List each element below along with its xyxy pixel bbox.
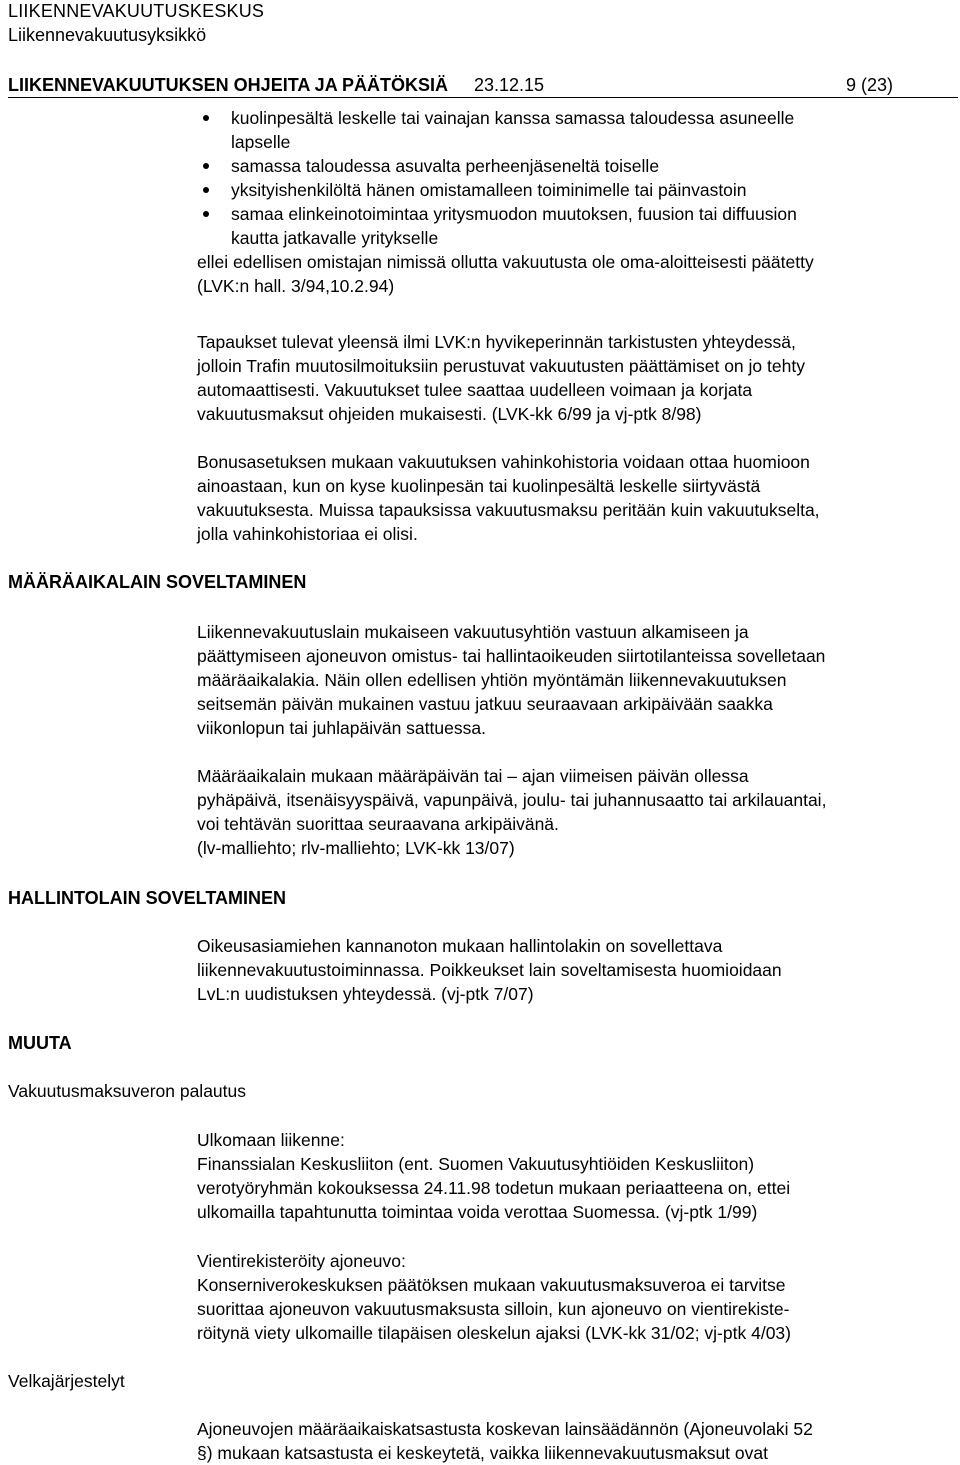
paragraph-line: automaattisesti. Vakuutukset tulee saattaa uudelleen voimaan ja korjata: [197, 380, 753, 400]
paragraph-line: röitynä viety ulkomaille tilapäisen oleskelun ajaksi (LVK-kk 31/02; vj-ptk 4/03): [197, 1323, 791, 1343]
paragraph-line: voi tehtävän suorittaa seuraavana arkipäivänä.: [197, 814, 559, 834]
unit-name: Liikennevakuutusyksikkö: [8, 25, 207, 45]
document-date: 23.12.15: [474, 75, 545, 95]
section-heading-maaraaikalain: MÄÄRÄAIKALAIN SOVELTAMINEN: [8, 572, 307, 592]
transfer-list: [197, 106, 957, 250]
org-name: LIIKENNEVAKUUTUSKESKUS: [8, 1, 265, 21]
paragraph-line: ulkomailla tapahtunutta toimintaa voida verottaa Suomessa. (vj-ptk 1/99): [197, 1202, 758, 1222]
transfer-list-block: [197, 106, 957, 298]
paragraph-line: liikennevakuutustoiminnassa. Poikkeukset lain soveltamisesta huomioidaan: [197, 960, 782, 980]
paragraph-tapaukset: [197, 330, 957, 426]
paragraph-line: Vientirekisteröity ajoneuvo:: [197, 1251, 406, 1271]
paragraph-line: Bonusasetuksen mukaan vakuutuksen vahinkohistoria voidaan ottaa huomioon: [197, 452, 810, 472]
paragraph-line: Ajoneuvojen määräaikaiskatsastusta koskevan lainsäädännön (Ajoneuvolaki 52: [197, 1419, 813, 1439]
list-item: [197, 154, 957, 178]
list-item-line: samassa taloudessa asuvalta perheenjäseneltä toiselle: [231, 156, 660, 176]
page-number: 9 (23): [846, 75, 894, 95]
list-item: [197, 202, 957, 250]
paragraph-vientirekisteroity: [197, 1249, 957, 1345]
paragraph-line: §) mukaan katsastusta ei keskeytetä, vaikka liikennevakuutusmaksut ovat: [197, 1443, 768, 1463]
paragraph-line: ellei edellisen omistajan nimissä ollutta vakuutusta ole oma-aloitteisesti päätetty: [197, 252, 814, 272]
paragraph-line: seitsemän päivän mukainen vastuu jatkuu seuraavaan arkipäivään saakka: [197, 694, 773, 714]
paragraph-bonus: [197, 450, 957, 546]
paragraph-line: (LVK:n hall. 3/94,10.2.94): [197, 276, 395, 296]
paragraph-line: viikonlopun tai juhlapäivän sattuessa.: [197, 718, 486, 738]
list-item-line: lapselle: [231, 132, 291, 152]
paragraph-line: Määräaikalain mukaan määräpäivän tai – ajan viimeisen päivän ollessa: [197, 766, 749, 786]
paragraph-line: jolloin Trafin muutosilmoituksiin perustuvat vakuutusten päättämiset on jo tehty: [197, 356, 805, 376]
paragraph-line: pyhäpäivä, itsenäisyyspäivä, vapunpäivä, joulu- tai juhannusaatto tai arkilauantai,: [197, 790, 827, 810]
list-item-line: kuolinpesältä leskelle tai vainajan kanssa samassa taloudessa asuneelle: [231, 108, 795, 128]
list-item: [197, 106, 957, 154]
section-heading-muuta: MUUTA: [8, 1033, 72, 1053]
paragraph-line: vakuutuksesta. Muissa tapauksissa vakuutusmaksu peritään kuin vakuutukselta,: [197, 500, 820, 520]
header-divider: [8, 97, 958, 98]
paragraph-ajoneuvojen: [197, 1417, 957, 1465]
paragraph-line: Konserniverokeskuksen päätöksen mukaan vakuutusmaksuveroa ei tarvitse: [197, 1275, 786, 1295]
paragraph-line: Oikeusasiamiehen kannanoton mukaan hallintolakin on sovellettava: [197, 936, 723, 956]
section-heading-hallintolain: HALLINTOLAIN SOVELTAMINEN: [8, 888, 286, 908]
paragraph-line: suorittaa ajoneuvon vakuutusmaksusta silloin, kun ajoneuvo on vientirekiste-: [197, 1299, 790, 1319]
document-title: LIIKENNEVAKUUTUKSEN OHJEITA JA PÄÄTÖKSIÄ: [8, 75, 449, 95]
paragraph-line: (lv-malliehto; rlv-malliehto; LVK-kk 13/07): [197, 838, 515, 858]
list-item-line: yksityishenkilöltä hänen omistamalleen toiminimelle tai päinvastoin: [231, 180, 747, 200]
paragraph-line: Finanssialan Keskusliiton (ent. Suomen Vakuutusyhtiöiden Keskusliiton): [197, 1154, 755, 1174]
paragraph-line: Liikennevakuutuslain mukaiseen vakuutusyhtiön vastuun alkamiseen ja: [197, 622, 749, 642]
list-item-line: kautta jatkavalle yritykselle: [231, 228, 439, 248]
paragraph-line: päättymiseen ajoneuvon omistus- tai hallintaoikeuden siirtotilanteissa sovelletaan: [197, 646, 826, 666]
paragraph-line: ainoastaan, kun on kyse kuolinpesän tai kuolinpesältä leskelle siirtyvästä: [197, 476, 761, 496]
list-item-line: samaa elinkeinotoimintaa yritysmuodon muutoksen, fuusion tai diffuusion: [231, 204, 797, 224]
paragraph-line: Ulkomaan liikenne:: [197, 1130, 345, 1150]
paragraph-liikennevakuutuslain: [197, 620, 957, 740]
paragraph-line: LvL:n uudistuksen yhteydessä. (vj-ptk 7/07): [197, 984, 534, 1004]
paragraph-maaraaikalain: [197, 764, 957, 860]
paragraph-line: vakuutusmaksut ohjeiden mukaisesti. (LVK-kk 6/99 ja vj-ptk 8/98): [197, 404, 702, 424]
paragraph-line: määräaikalakia. Näin ollen edellisen yhtiön myöntämän liikennevakuutuksen: [197, 670, 787, 690]
paragraph-oikeusasiamiehen: [197, 934, 957, 1006]
paragraph-line: verotyöryhmän kokouksessa 24.11.98 todetun mukaan periaatteena on, ettei: [197, 1178, 791, 1198]
list-item: [197, 178, 957, 202]
paragraph-line: jolla vahinkohistoriaa ei olisi.: [197, 524, 418, 544]
subheading-velkajarjestelyt: Velkajärjestelyt: [8, 1371, 125, 1391]
subheading-vakuutusmaksuveron-palautus: Vakuutusmaksuveron palautus: [8, 1081, 247, 1101]
paragraph-ulkomaan-liikenne: [197, 1128, 957, 1224]
paragraph-line: Tapaukset tulevat yleensä ilmi LVK:n hyvikeperinnän tarkistusten yhteydessä,: [197, 332, 796, 352]
